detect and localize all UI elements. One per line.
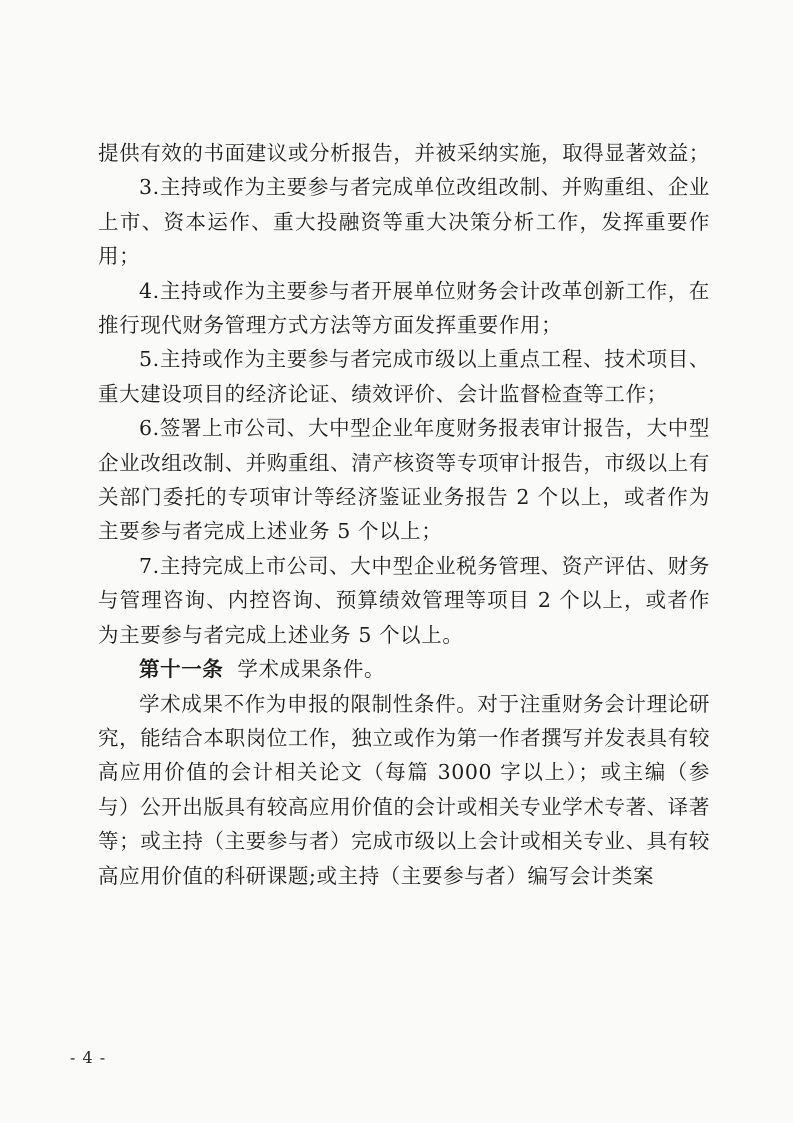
article-number: 第十一条 (139, 657, 224, 682)
paragraph-continuation: 提供有效的书面建议或分析报告，并被采纳实施，取得显著效益； (98, 141, 710, 165)
page-number: - 4 - (70, 1048, 107, 1067)
article-title: 学术成果条件。 (237, 657, 386, 682)
paragraph-item-7: 7.主持完成上市公司、大中型企业税务管理、资产评估、财务与管理咨询、内控咨询、预算绩效管理等项目 2 个以上，或者作为主要参与者完成上述业务 5 个以上。 (98, 553, 710, 647)
paragraph-item-5: 5.主持或作为主要参与者完成市级以上重点工程、技术项目、重大建设项目的经济论证、绩效评价、会计监督检查等工作； (98, 347, 710, 406)
paragraph-academic-results: 学术成果不作为申报的限制性条件。对于注重财务会计理论研究，能结合本职岗位工作，独立或作为第一作者撰写并发表具有较高应用价值的会计相关论文（每篇 3000 字以上）；或主编（参与）公开出版具有较高应用价值的会计或相关专业学术专著、译著等；或主持（主要参与者）完成市级以上会计或相关专业、具有较高应用价值的科研课题;或主持（主要参与者）编写会计类案 (98, 691, 710, 888)
article-11-heading-line (98, 652, 710, 686)
document-body (98, 136, 710, 893)
paragraph-item-4: 4.主持或作为主要参与者开展单位财务会计改革创新工作，在推行现代财务管理方式方法等方面发挥重要作用； (98, 278, 710, 338)
paragraph-item-6: 6.签署上市公司、大中型企业年度财务报表审计报告，大中型企业改组改制、并购重组、清产核资等专项审计报告，市级以上有关部门委托的专项审计等经济鉴证业务报告 2 个以上，或者作为主要参与者完成上述业务 5 个以上； (98, 416, 710, 544)
paragraph-item-3: 3.主持或作为主要参与者完成单位改组改制、并购重组、企业上市、资本运作、重大投融资等重大决策分析工作，发挥重要作用； (98, 175, 710, 269)
